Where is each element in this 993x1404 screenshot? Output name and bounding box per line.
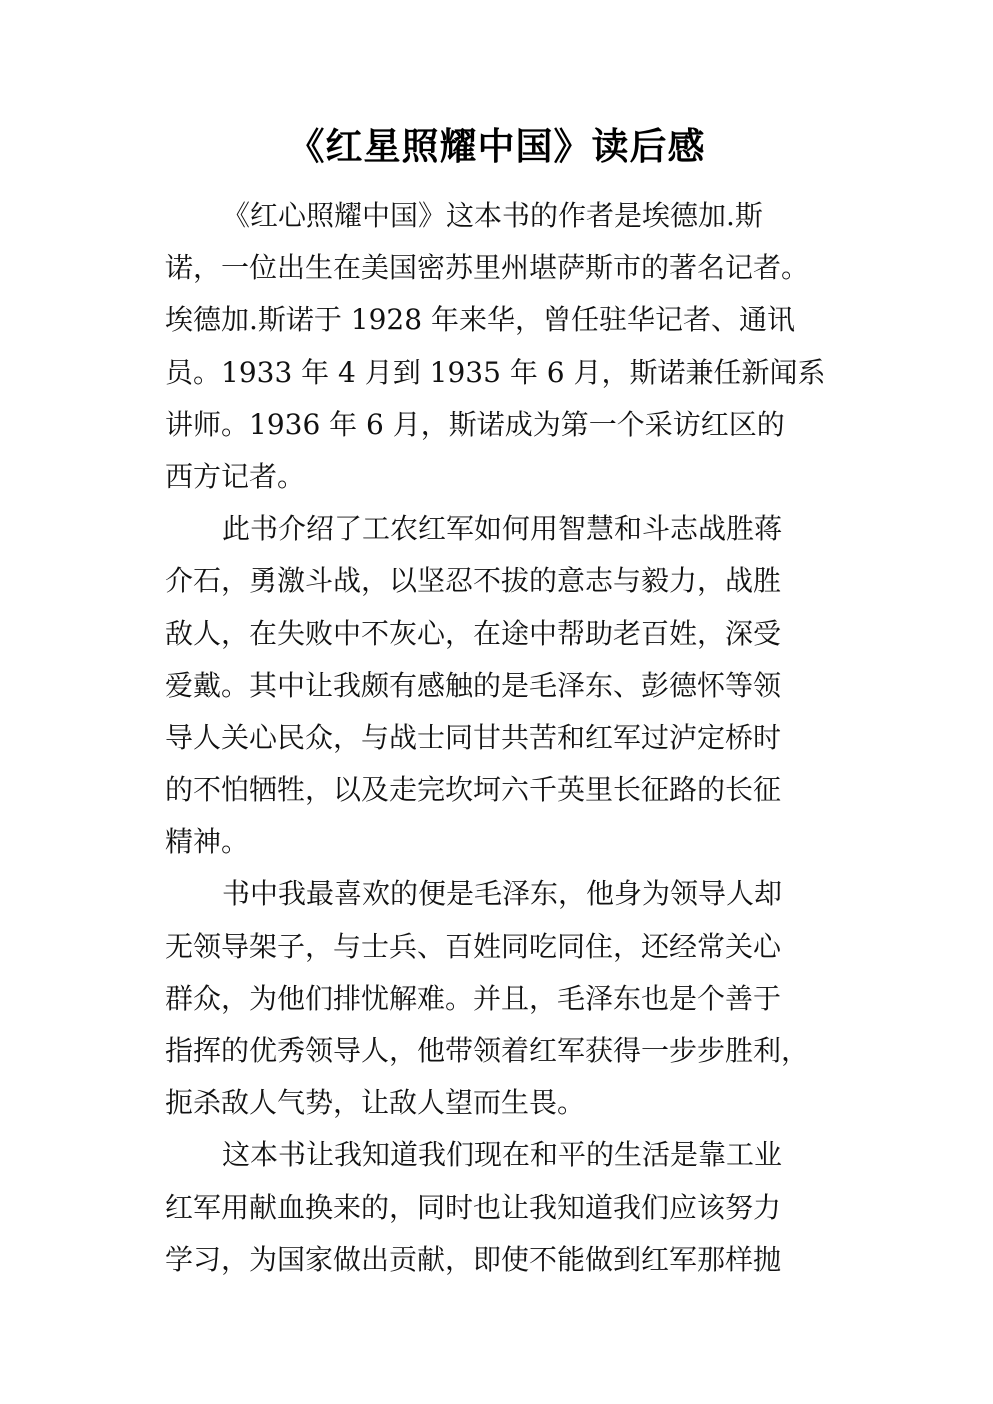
paragraph-line: 扼杀敌人气势，让敌人望而生畏。 (165, 1086, 586, 1120)
paragraph-line: 员。1933 年 4 月到 1935 年 6 月，斯诺兼任新闻系 (165, 355, 826, 389)
document-body (165, 190, 855, 1286)
paragraph-2 (165, 503, 855, 868)
paragraph-line: 爱戴。其中让我颇有感触的是毛泽东、彭德怀等领 (165, 668, 782, 702)
paragraph-line: 群众，为他们排忧解难。并且，毛泽东也是个善于 (165, 981, 782, 1015)
paragraph-line: 诺，一位出生在美国密苏里州堪萨斯市的著名记者。 (165, 251, 810, 285)
document-title: 《红星照耀中国》读后感 (287, 125, 706, 168)
paragraph-line: 敌人，在失败中不灰心，在途中帮助老百姓，深受 (165, 616, 782, 650)
paragraph-line: 讲师。1936 年 6 月，斯诺成为第一个采访红区的 (165, 407, 785, 441)
paragraph-4 (165, 1129, 855, 1286)
paragraph-line: 学习，为国家做出贡献，即使不能做到红军那样抛 (165, 1242, 782, 1276)
paragraph-line: 红军用献血换来的，同时也让我知道我们应该努力 (165, 1190, 782, 1224)
paragraph-line: 这本书让我知道我们现在和平的生活是靠工业 (222, 1138, 783, 1172)
paragraph-line: 介石，勇激斗战，以坚忍不拔的意志与毅力，战胜 (165, 564, 782, 598)
paragraph-line: 此书介绍了工农红军如何用智慧和斗志战胜蒋 (222, 512, 783, 546)
paragraph-line: 导人关心民众，与战士同甘共苦和红军过泸定桥时 (165, 720, 782, 754)
paragraph-line: 书中我最喜欢的便是毛泽东，他身为领导人却 (222, 877, 783, 911)
paragraph-1 (165, 190, 855, 503)
paragraph-line: 埃德加.斯诺于 1928 年来华，曾任驻华记者、通讯 (165, 303, 795, 337)
paragraph-line: 西方记者。 (165, 459, 306, 493)
paragraph-line: 《红心照耀中国》这本书的作者是埃德加.斯 (222, 199, 763, 232)
paragraph-line: 无领导架子，与士兵、百姓同吃同住，还经常关心 (165, 929, 782, 963)
paragraph-3 (165, 868, 855, 1129)
paragraph-line: 指挥的优秀领导人，他带领着红军获得一步步胜利， (165, 1034, 810, 1067)
paragraph-line: 精神。 (165, 825, 250, 859)
paragraph-line: 的不怕牺牲，以及走完坎坷六千英里长征路的长征 (165, 773, 782, 807)
